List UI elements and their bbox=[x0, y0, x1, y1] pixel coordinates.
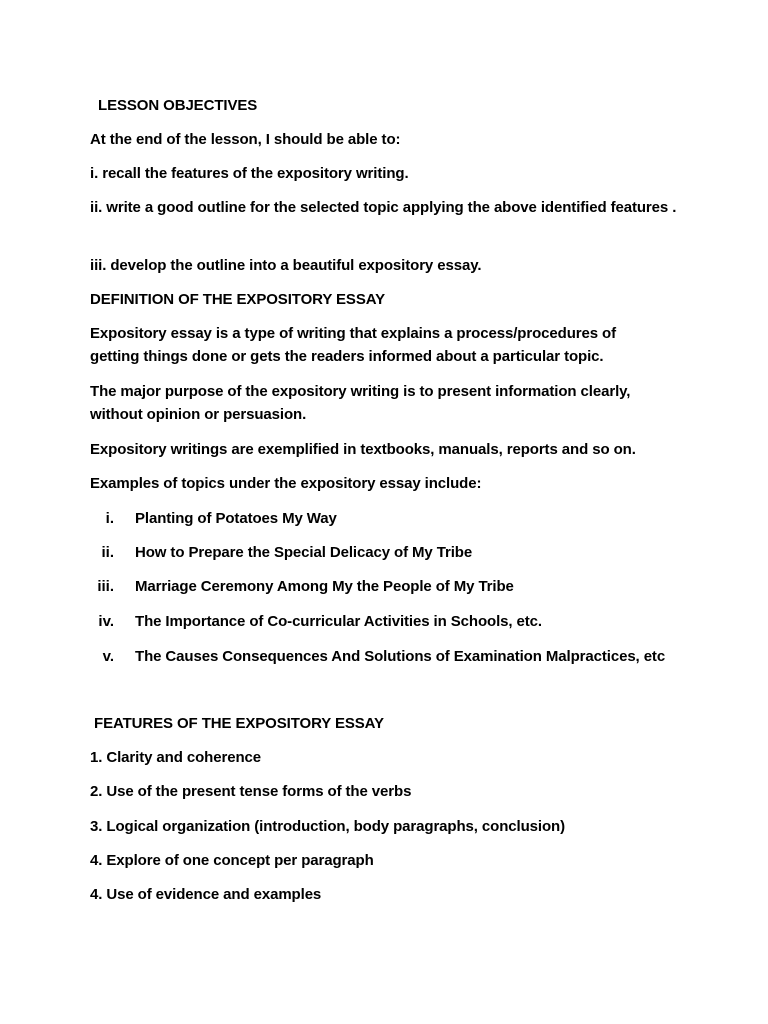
definition-paragraph: Examples of topics under the expository essay include: bbox=[90, 475, 482, 492]
topic-number: v. bbox=[102, 648, 114, 665]
lesson-objectives-heading: LESSON OBJECTIVES bbox=[98, 97, 258, 114]
definition-paragraph: The major purpose of the expository writing is to present information clearly, without opinion or persuasion. bbox=[90, 383, 631, 423]
definition-paragraph: Expository writings are exemplified in textbooks, manuals, reports and so on. bbox=[90, 441, 636, 458]
topic-number: ii. bbox=[101, 544, 114, 561]
topic-text: Marriage Ceremony Among My the People of My Tribe bbox=[135, 578, 514, 595]
objective-item: ii. write a good outline for the selected topic applying the above identified features . bbox=[90, 199, 677, 216]
feature-item: 1. Clarity and coherence bbox=[90, 749, 262, 766]
feature-item: 4. Use of evidence and examples bbox=[90, 886, 322, 903]
feature-item: 4. Explore of one concept per paragraph bbox=[90, 852, 374, 869]
objective-item: i. recall the features of the expository writing. bbox=[90, 165, 409, 182]
feature-item: 2. Use of the present tense forms of the verbs bbox=[90, 783, 412, 800]
topic-text: The Causes Consequences And Solutions of Examination Malpractices, etc bbox=[135, 648, 666, 665]
topic-number: i. bbox=[105, 510, 114, 527]
topic-text: Planting of Potatoes My Way bbox=[135, 510, 337, 527]
definition-paragraph: Expository essay is a type of writing that explains a process/procedures of getting things done or gets the readers informed about a particular topic. bbox=[90, 325, 617, 365]
topic-number: iv. bbox=[98, 613, 114, 630]
objective-item: iii. develop the outline into a beautiful expository essay. bbox=[90, 257, 482, 274]
topic-text: How to Prepare the Special Delicacy of My Tribe bbox=[135, 544, 473, 561]
topic-text: The Importance of Co-curricular Activities in Schools, etc. bbox=[135, 613, 542, 630]
definition-heading: DEFINITION OF THE EXPOSITORY ESSAY bbox=[90, 291, 385, 308]
feature-item: 3. Logical organization (introduction, body paragraphs, conclusion) bbox=[90, 818, 565, 835]
topic-number: iii. bbox=[97, 578, 114, 595]
objectives-intro: At the end of the lesson, I should be able to: bbox=[90, 131, 401, 148]
features-heading: FEATURES OF THE EXPOSITORY ESSAY bbox=[94, 715, 384, 732]
